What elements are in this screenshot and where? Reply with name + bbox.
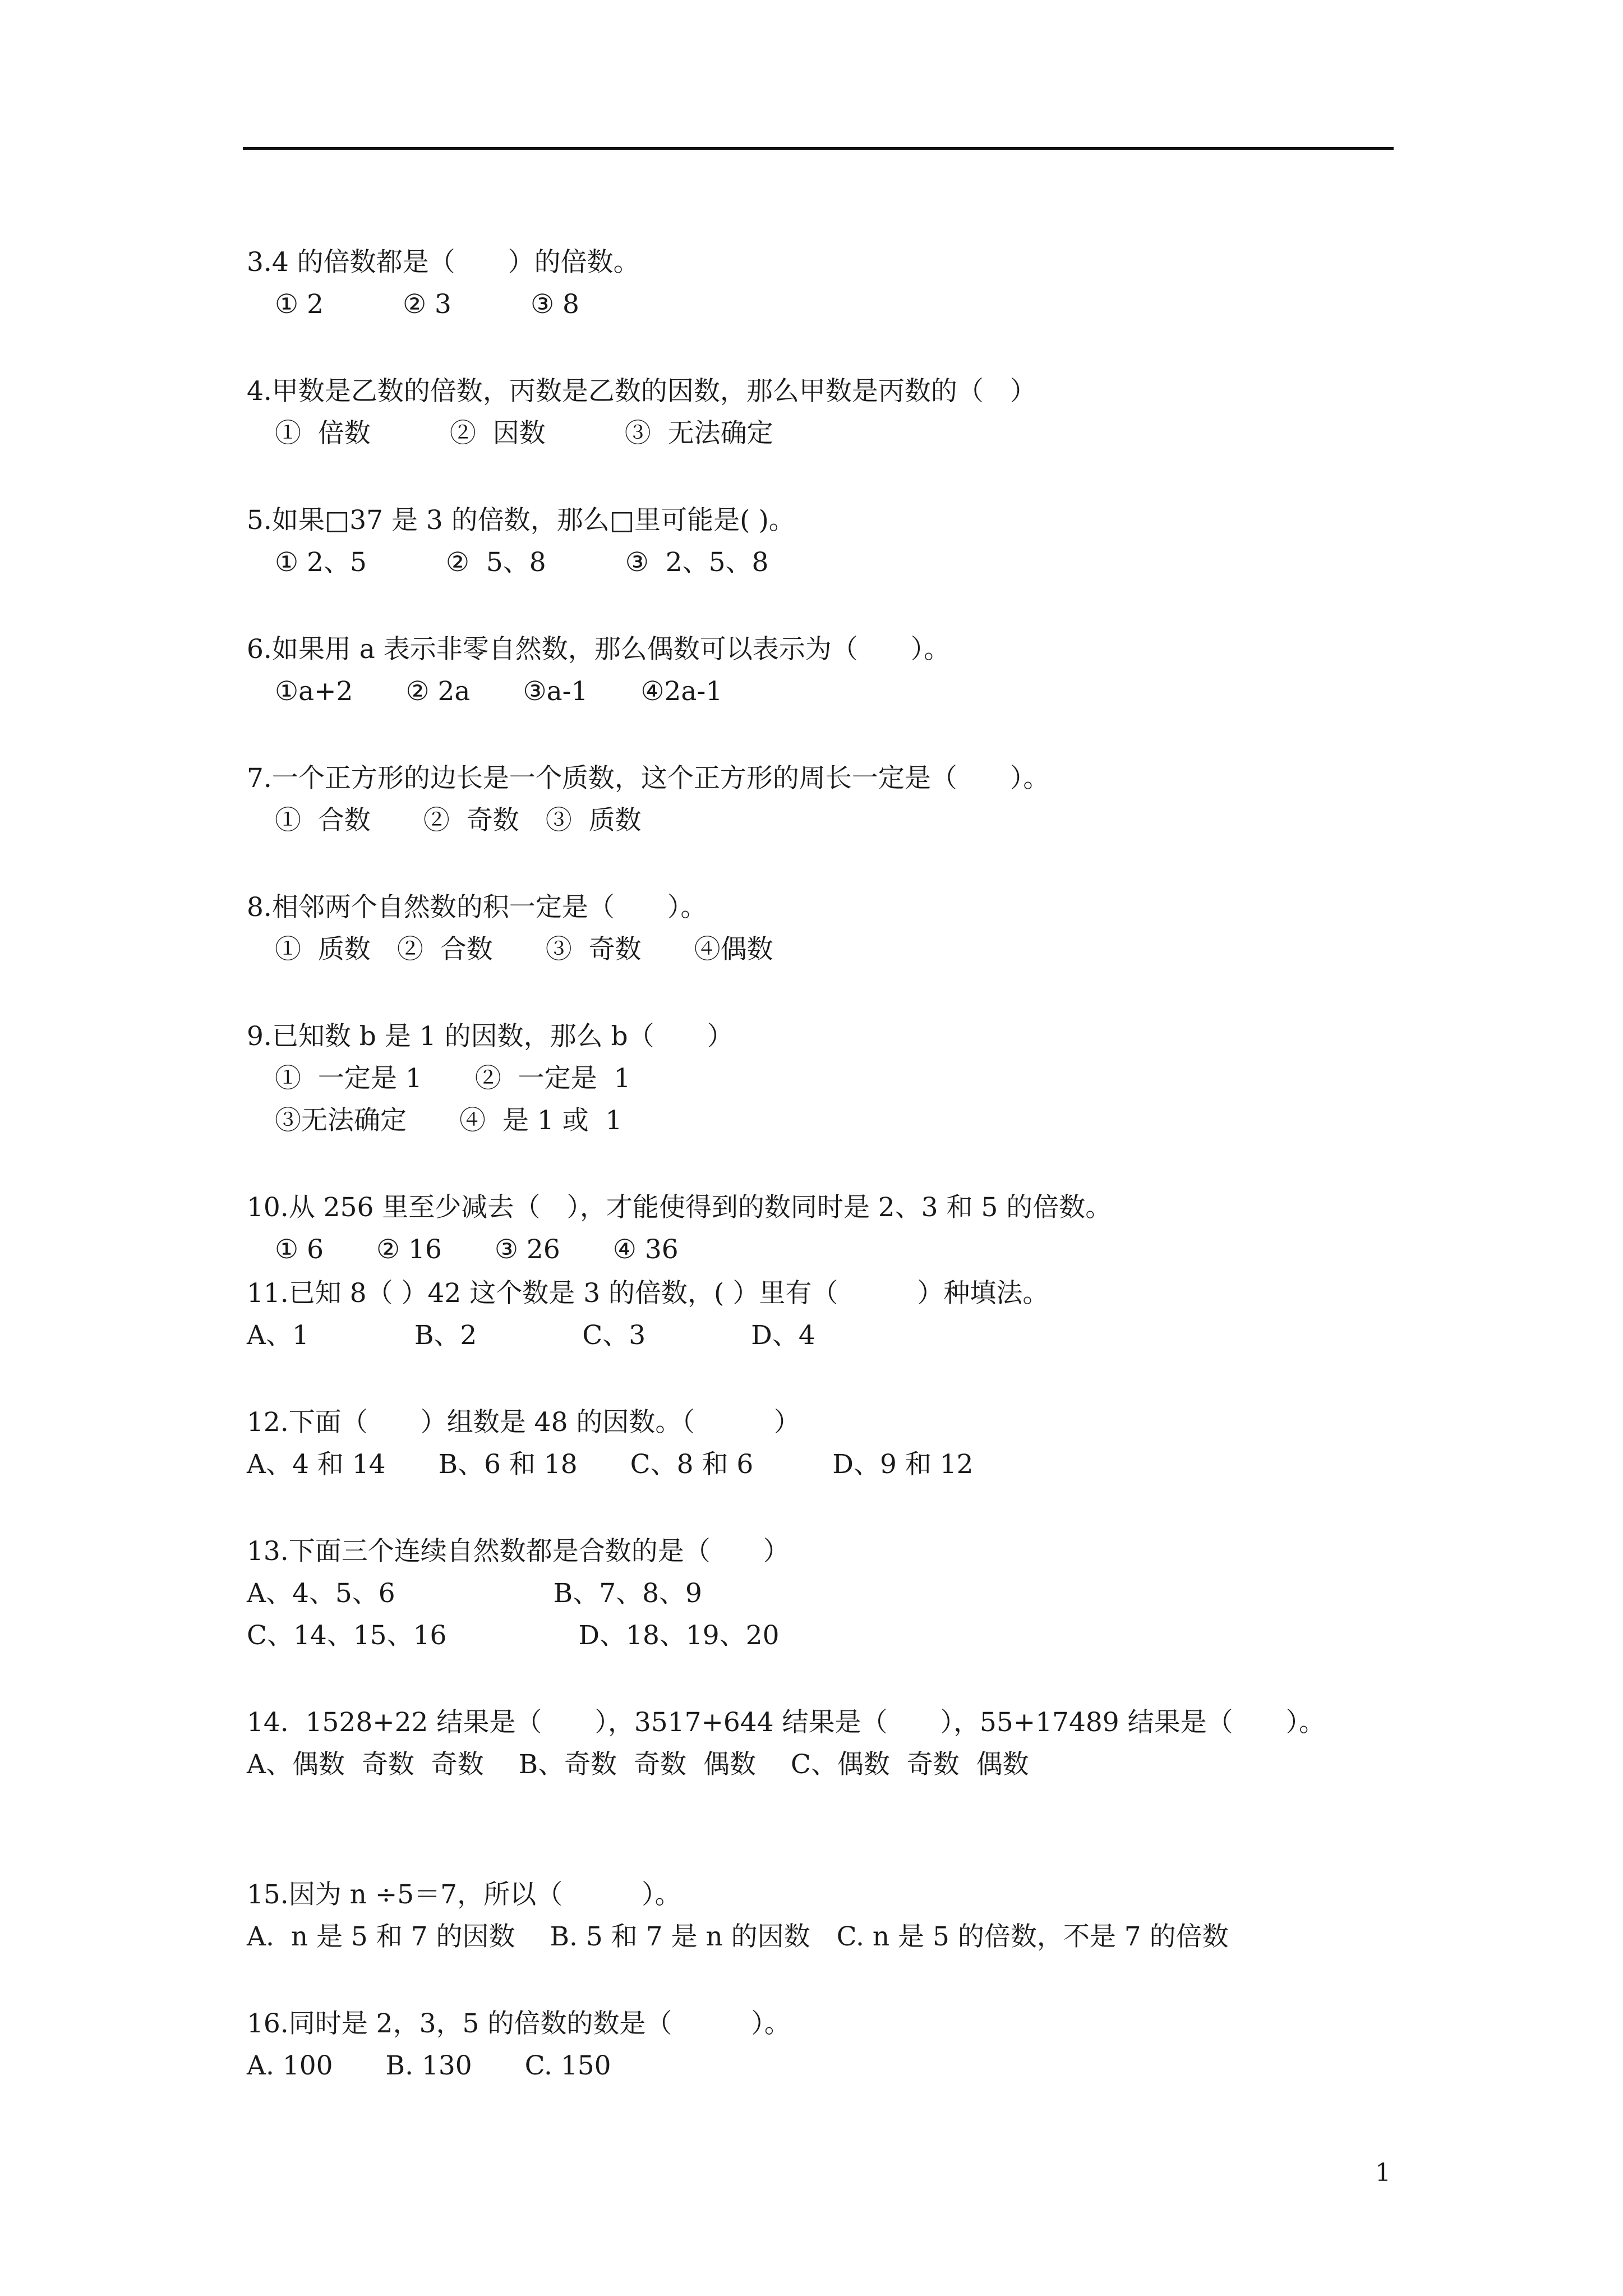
question-4-options: ① 倍数 ② 因数 ③ 无法确定 xyxy=(275,418,773,449)
question-10-options: ① 6 ② 16 ③ 26 ④ 36 xyxy=(275,1234,679,1265)
page-number: 1 xyxy=(1375,2159,1391,2187)
question-15-options: A. n 是 5 和 7 的因数 B. 5 和 7 是 n 的因数 C. n 是 5 的倍数，不是 7 的倍数 xyxy=(247,1921,1229,1952)
question-10-text: 10.从 256 里至少减去（ ），才能使得到的数同时是 2、3 和 5 的倍数。 xyxy=(247,1192,1112,1223)
question-14-options: A、偶数 奇数 奇数 B、奇数 奇数 偶数 C、偶数 奇数 偶数 xyxy=(247,1749,1029,1780)
question-13-options-row-2: C、14、15、16 D、18、19、20 xyxy=(247,1620,780,1651)
question-9-text: 9.已知数 b 是 1 的因数，那么 b（ ） xyxy=(247,1021,734,1052)
question-15-text: 15.因为 n ÷5＝7，所以（ ）。 xyxy=(247,1879,681,1910)
question-12-text: 12.下面（ ）组数是 48 的因数。（ ） xyxy=(247,1407,800,1438)
question-8-text: 8.相邻两个自然数的积一定是（ ）。 xyxy=(247,892,707,923)
question-9-options-row-1: ① 一定是 1 ② 一定是 1 xyxy=(275,1063,631,1094)
question-16-text: 16.同时是 2，3，5 的倍数的数是（ ）。 xyxy=(247,2008,791,2039)
question-12-options: A、4 和 14 B、6 和 18 C、8 和 6 D、9 和 12 xyxy=(247,1449,974,1480)
question-7-text: 7.一个正方形的边长是一个质数，这个正方形的周长一定是（ ）。 xyxy=(247,763,1050,794)
question-5-options: ① 2、5 ② 5、8 ③ 2、5、8 xyxy=(275,547,769,578)
question-5-text: 5.如果□37 是 3 的倍数，那么□里可能是( )。 xyxy=(247,505,795,536)
question-3-text: 3.4 的倍数都是（ ）的倍数。 xyxy=(247,247,640,278)
question-6-text: 6.如果用 a 表示非零自然数，那么偶数可以表示为（ ）。 xyxy=(247,634,951,665)
question-13-options-row-1: A、4、5、6 B、7、8、9 xyxy=(247,1578,702,1609)
question-3-options: ① 2 ② 3 ③ 8 xyxy=(275,289,579,320)
question-7-options: ① 合数 ② 奇数 ③ 质数 xyxy=(275,805,642,836)
question-16-options: A. 100 B. 130 C. 150 xyxy=(247,2050,611,2081)
question-11-options: A、1 B、2 C、3 D、4 xyxy=(247,1320,815,1351)
question-9-options-row-2: ③无法确定 ④ 是 1 或 1 xyxy=(275,1105,623,1136)
question-4-text: 4.甲数是乙数的倍数，丙数是乙数的因数，那么甲数是丙数的（ ） xyxy=(247,376,1036,407)
question-6-options: ①a+2 ② 2a ③a-1 ④2a-1 xyxy=(275,676,723,707)
question-11-text: 11.已知 8（ ）42 这个数是 3 的倍数，( ）里有（ ）种填法。 xyxy=(247,1278,1049,1309)
question-8-options: ① 质数 ② 合数 ③ 奇数 ④偶数 xyxy=(275,934,773,965)
question-14-text: 14. 1528+22 结果是（ ），3517+644 结果是（ ），55+17489 结果是（ ）。 xyxy=(247,1707,1326,1738)
question-13-text: 13.下面三个连续自然数都是合数的是（ ） xyxy=(247,1536,790,1567)
header-rule xyxy=(243,147,1394,150)
